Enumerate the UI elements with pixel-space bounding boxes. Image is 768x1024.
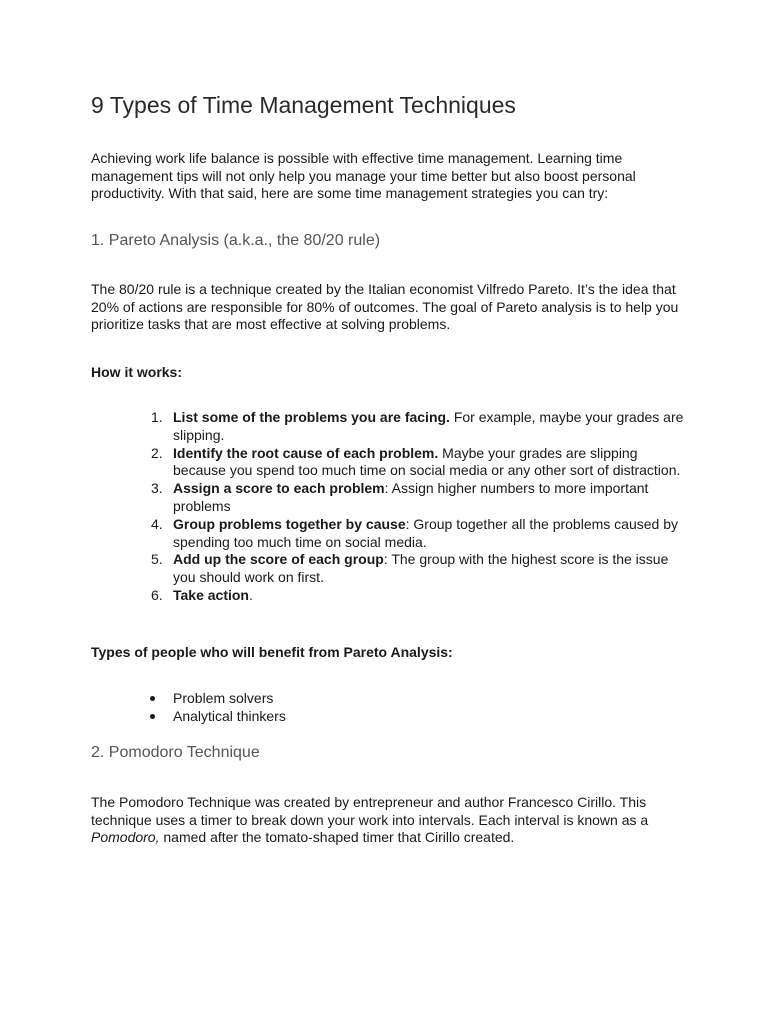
list-item: [91, 516, 691, 552]
step-text: For example, maybe your grades are slipping.: [173, 409, 684, 443]
step-text: : Group together all the problems caused by spending too much time on social media.: [173, 515, 678, 550]
list-item: [91, 409, 691, 445]
how-it-works-label: How it works:: [91, 364, 183, 380]
step-title: Group problems together by cause: [173, 515, 406, 532]
step-title: Identify the root cause of each problem.: [173, 444, 439, 461]
list-item: [91, 707, 286, 725]
step-number: 4.: [151, 515, 163, 532]
pomodoro-description: [91, 794, 681, 847]
step-text: : Assign higher numbers to more important problems: [173, 480, 649, 514]
list-item: [91, 587, 691, 605]
pareto-description: The 80/20 rule is a technique created by the Italian economist Vilfredo Pareto. It’s the idea that 20% of actions are responsible for 80% of outcomes. The goal of Pareto analysis is to help you prioritize tasks that are most effective at solving problems.: [91, 281, 679, 332]
bullet-text: Analytical thinkers: [173, 708, 286, 724]
step-number: 2.: [151, 444, 163, 461]
step-text: .: [249, 586, 253, 603]
pomodoro-text-end: named after the tomato-shaped timer that Cirillo created.: [159, 829, 515, 845]
step-number: 5.: [151, 551, 163, 568]
step-title: Take action: [173, 586, 249, 603]
pomodoro-term: Pomodoro,: [91, 829, 160, 845]
section-heading-pareto: 1. Pareto Analysis (a.k.a., the 80/20 rule): [91, 232, 381, 249]
step-text: Maybe your grades are slipping because you spend too much time on social media or any other sort of distraction.: [173, 444, 681, 479]
step-text: : The group with the highest score is the issue you should work on first.: [173, 551, 669, 586]
pomodoro-text-start: The Pomodoro Technique was created by entrepreneur and author Francesco Cirillo. This technique uses a timer to break down your work into intervals. Each interval is known as a: [91, 794, 649, 828]
step-number: 6.: [151, 586, 163, 603]
list-item: [91, 689, 286, 707]
bullet-text: Problem solvers: [173, 690, 274, 706]
page-title: 9 Types of Time Management Techniques: [91, 92, 516, 118]
step-title: Assign a score to each problem: [173, 480, 385, 497]
bullet-icon: [150, 714, 155, 719]
list-item: [91, 551, 691, 587]
section-heading-pomodoro: 2. Pomodoro Technique: [91, 744, 260, 761]
people-list: [91, 689, 286, 725]
bullet-icon: [150, 696, 155, 701]
list-item: [91, 445, 691, 481]
people-benefit-label: Types of people who will benefit from Pareto Analysis:: [91, 644, 453, 660]
step-title: Add up the score of each group: [173, 551, 384, 568]
intro-paragraph: Achieving work life balance is possible with effective time management. Learning time management tips will not only help you manage your time better but also boost personal productivity. With that said, here are some time management strategies you can try:: [91, 150, 636, 201]
step-number: 3.: [151, 480, 163, 497]
step-title: List some of the problems you are facing.: [173, 409, 450, 425]
list-item: [91, 480, 691, 516]
step-number: 1.: [151, 409, 163, 425]
pareto-steps-list: [91, 409, 691, 605]
